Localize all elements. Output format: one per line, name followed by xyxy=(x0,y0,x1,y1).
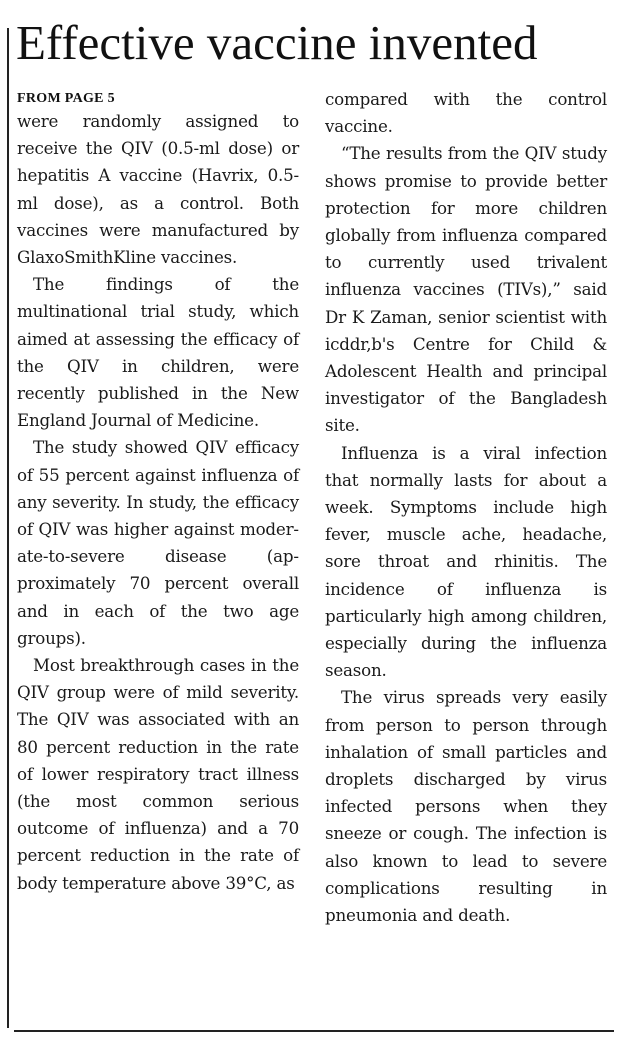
paragraph: The virus spreads very easily from person to person through inhalation of small particles and droplets discharged by virus infected persons when they sneeze or cough. The infection is also known to lead to severe complications resulting in pneumonia and death. xyxy=(325,687,607,926)
article-column-left xyxy=(17,90,299,897)
paragraph: Influenza is a viral infection that normally lasts for about a week. Symptoms include high fever, muscle ache, headache, sore throat and rhinitis. The incidence of influenza is particularly high among children, especially during the influenza season. xyxy=(325,442,607,681)
paragraph: “The results from the QIV study shows promise to provide better protection for more children globally from influenza compared to currently used trivalent influenza vaccines (TIVs),” said Dr K Zaman, senior scientist with icddr,b's Centre for Child & Adolescent Health and principal investigator of the Bangladesh site. xyxy=(325,143,607,436)
headline: Effective vaccine invented xyxy=(16,15,538,70)
paragraph: The study showed QIV efficacy of 55 percent against influenza of any severity. In study, the efficacy of QIV was higher against moderate-to-severe disease (approximately 70 percent overall and in each of the two age groups). xyxy=(17,437,299,648)
bottom-rule xyxy=(14,1030,614,1032)
paragraph: were randomly assigned to receive the QIV (0.5-ml dose) or hepatitis A vaccine (Havrix, 0.5-ml dose), as a control. Both vaccines were manufactured by GlaxoSmithKline vaccines. xyxy=(17,111,299,268)
paragraph: compared with the control vaccine. xyxy=(325,89,607,137)
article-column-right xyxy=(325,86,607,929)
paragraph: The findings of the multinational trial study, which aimed at assessing the efficacy of the QIV in children, were recently published in the New England Journal of Medicine. xyxy=(17,274,299,431)
jump-line: FROM PAGE 5 xyxy=(17,91,115,106)
paragraph: Most breakthrough cases in the QIV group were of mild severity. The QIV was associated with an 80 percent reduction in the rate of lower respiratory tract illness (the most common serious outcome of influenza) and a 70 percent reduction in the rate of body temperature above 39°C, as xyxy=(17,655,299,893)
column-rule-left xyxy=(7,28,9,1028)
